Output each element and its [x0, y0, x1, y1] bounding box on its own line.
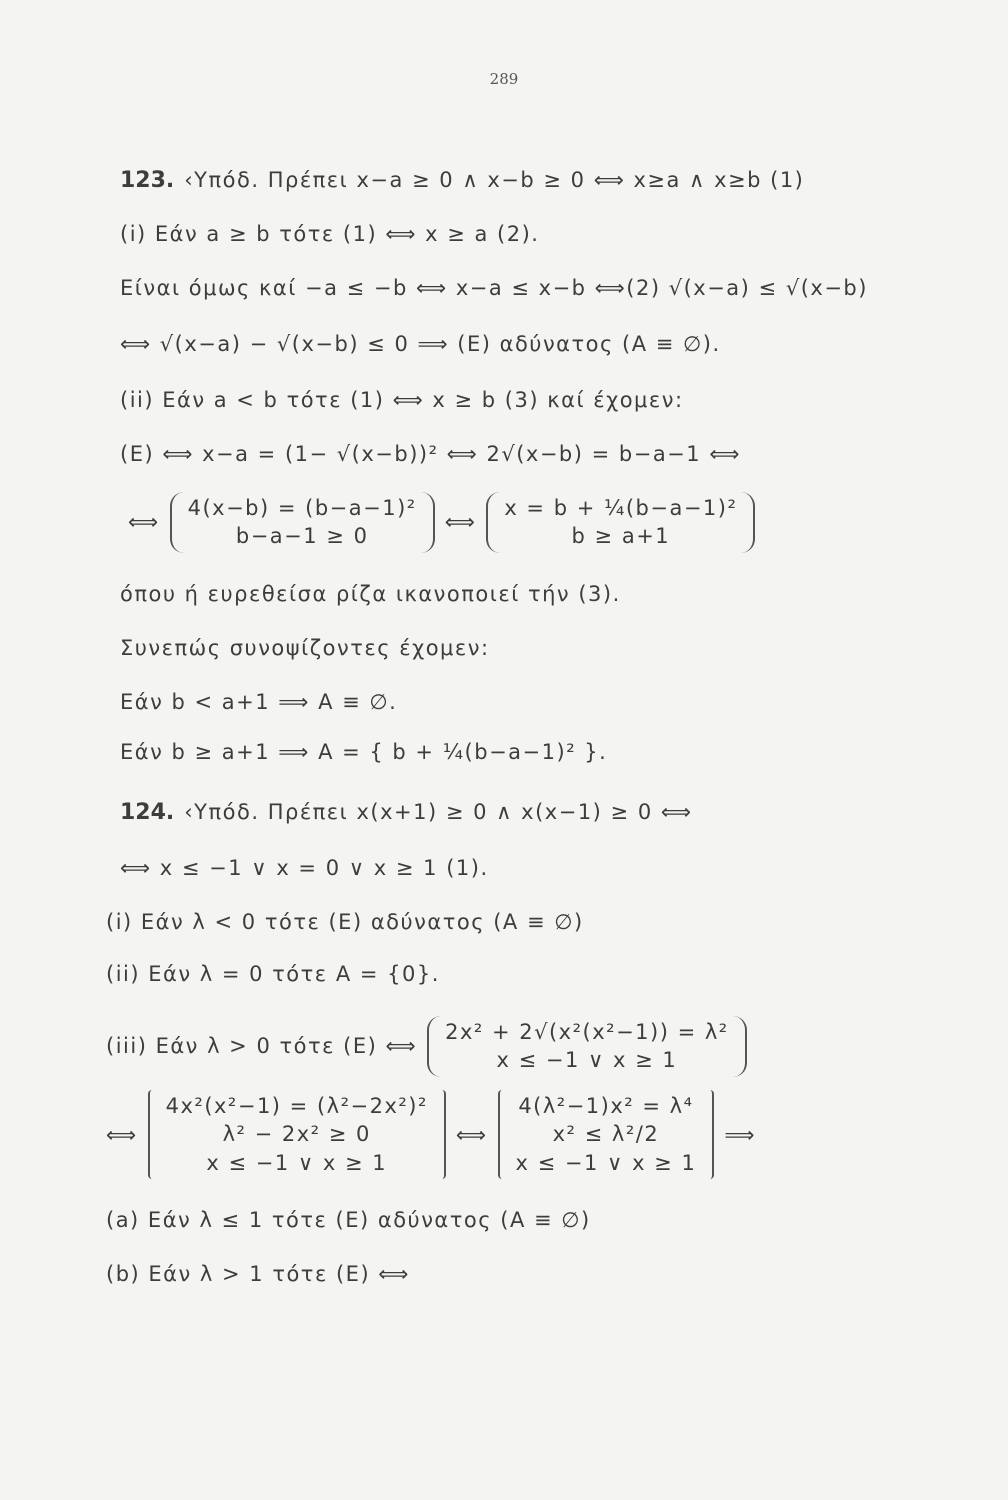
text-line: (i) Εάν a ≥ b τότε (1) ⟺ x ≥ a (2).: [120, 222, 540, 246]
equivalence-arrow: ⟺: [444, 510, 477, 535]
exercise-number: 123.: [120, 168, 175, 193]
equivalence-arrow: ⟺: [128, 510, 160, 535]
system-equation: x ≤ −1 ∨ x ≥ 1: [206, 1150, 388, 1175]
system-brace: [498, 1090, 715, 1179]
text-line: όπου ή ευρεθείσα ρίζα ικανοποιεί τήν (3).: [120, 582, 621, 606]
system-brace: [427, 1016, 747, 1077]
system-equation: b ≥ a+1: [571, 524, 671, 549]
system-equation: x ≤ −1 ∨ x ≥ 1: [515, 1150, 697, 1175]
equivalence-arrow: ⟺: [455, 1122, 488, 1147]
text-line: (ii) Εάν λ = 0 τότε A = {0}.: [106, 962, 440, 986]
equivalence-arrow: ⟺: [106, 1122, 138, 1147]
system-equation: 4(λ²−1)x² = λ⁴: [518, 1094, 694, 1118]
system-equation: x ≤ −1 ∨ x ≥ 1: [496, 1048, 678, 1073]
line-text: ‹Υπόδ. Πρέπει x(x+1) ≥ 0 ∧ x(x−1) ≥ 0 ⟺: [184, 800, 693, 824]
text-line: (E) ⟺ x−a = (1− √(x−b))² ⟺ 2√(x−b) = b−a−1 ⟺: [120, 442, 741, 466]
system-brace: [148, 1090, 446, 1179]
text-line: (a) Εάν λ ≤ 1 τότε (E) αδύνατος (A ≡ ∅): [106, 1208, 591, 1232]
system-brace: [486, 492, 755, 553]
text-line: Συνεπώς συνοψίζοντες έχομεν:: [120, 636, 490, 660]
text-line: (i) Εάν λ < 0 τότε (E) αδύνατος (A ≡ ∅): [106, 910, 584, 934]
system-equation: x² ≤ λ²/2: [552, 1122, 660, 1147]
equation-system-3: [106, 1090, 766, 1179]
system-equation: 4x²(x²−1) = (λ²−2x²)²: [165, 1094, 428, 1118]
text-line: (b) Εάν λ > 1 τότε (E) ⟺: [106, 1262, 410, 1286]
text-line: ⟺ √(x−a) − √(x−b) ≤ 0 ⟹ (E) αδύνατος (A ≡ ∅).: [120, 332, 721, 356]
exercise-123-heading: [120, 168, 804, 193]
system-brace: [170, 492, 435, 553]
system-equation: 2x² + 2√(x²(x²−1)) = λ²: [445, 1020, 729, 1044]
exercise-number: 124.: [120, 800, 175, 825]
equation-line-iii: [106, 1016, 747, 1077]
line-text: ‹Υπόδ. Πρέπει x−a ≥ 0 ∧ x−b ≥ 0 ⟺ x≥a ∧ x≥b (1): [184, 168, 805, 192]
implication-arrow: ⟹: [724, 1122, 756, 1147]
text-line: Εάν b ≥ a+1 ⟹ A = { b + ¼(b−a−1)² }.: [120, 740, 608, 764]
system-equation: 4(x−b) = (b−a−1)²: [187, 496, 417, 520]
page-number: 289: [489, 70, 519, 88]
equation-system-1: [118, 492, 755, 553]
text-line: (ii) Εάν a < b τότε (1) ⟺ x ≥ b (3) καί έχομεν:: [120, 388, 684, 412]
line-text: (iii) Εάν λ > 0 τότε (E) ⟺: [106, 1034, 418, 1059]
text-line: Είναι όμως καί −a ≤ −b ⟺ x−a ≤ x−b ⟺(2) √(x−a) ≤ √(x−b): [120, 276, 868, 300]
system-equation: b−a−1 ≥ 0: [235, 524, 369, 549]
text-line: Εάν b < a+1 ⟹ A ≡ ∅.: [120, 690, 398, 714]
system-equation: x = b + ¼(b−a−1)²: [504, 496, 738, 520]
system-equation: λ² − 2x² ≥ 0: [222, 1122, 371, 1147]
exercise-124-heading: [120, 800, 692, 825]
text-line: ⟺ x ≤ −1 ∨ x = 0 ∨ x ≥ 1 (1).: [120, 856, 489, 880]
